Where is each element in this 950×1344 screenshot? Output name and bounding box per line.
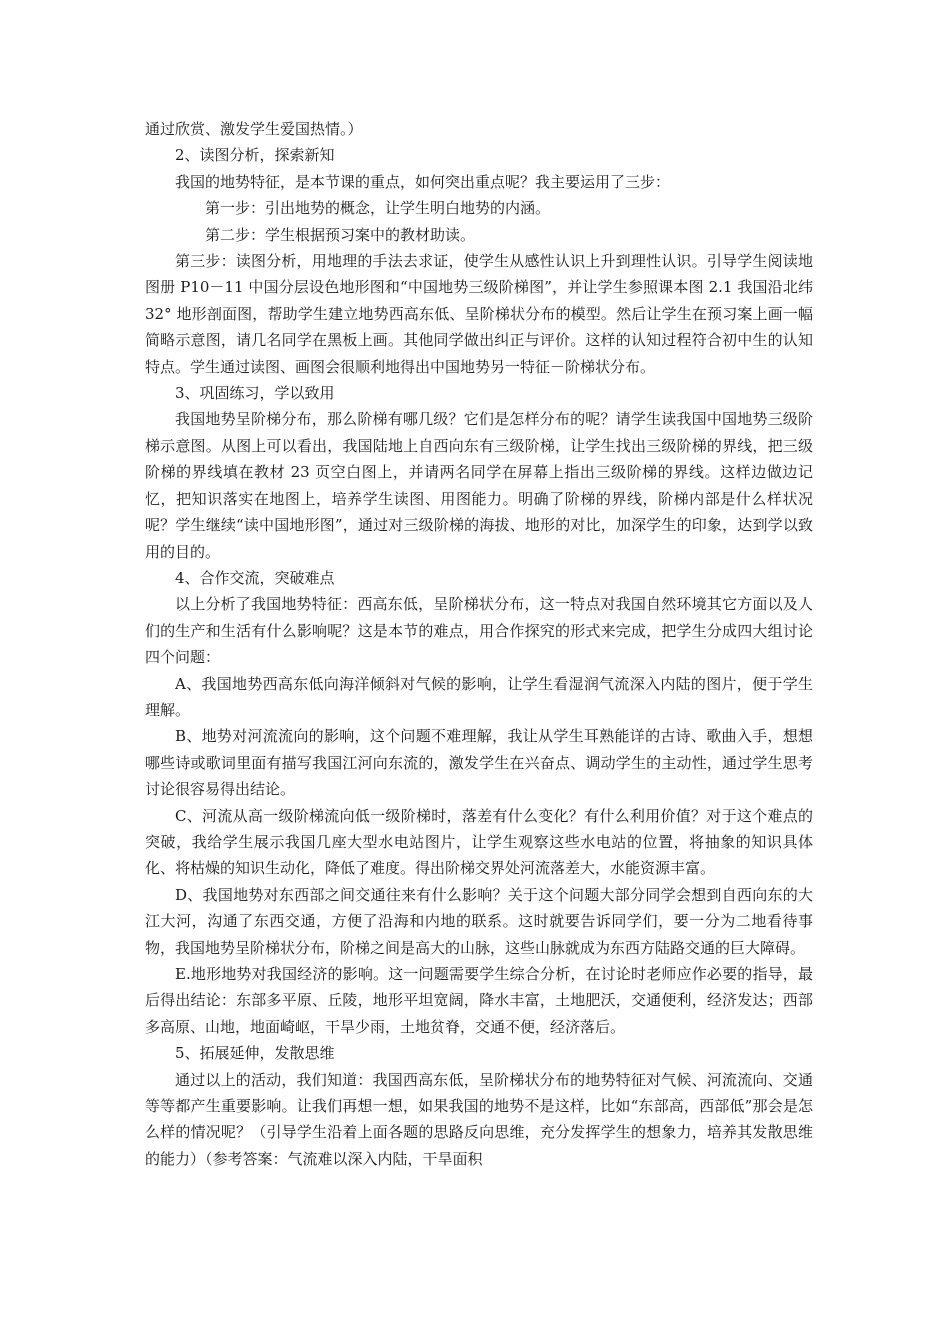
question-e: E.地形地势对我国经济的影响。这一问题需要学生综合分析，在讨论时老师应作必要的指导，最后得出结论：东部多平原、丘陵，地形平坦宽阔，降水丰富，土地肥沃，交通便利，经济发达；西部多高原、山地，地面崎岖，干旱少雨，土地贫脊，交通不便，经济落后。 (145, 965, 813, 1036)
paragraph: 通过以上的活动，我们知道：我国西高东低，呈阶梯状分布的地势特征对气候、河流流向、交通等等都产生重要影响。让我们再想一想，如果我国的地势不是这样，比如“东部高，西部低”那会是怎么样的情况呢？（引导学生沿着上面各题的思路反向思维，充分发挥学生的想象力，培养其发散思维的能力）（参考答案：气流难以深入内陆，干旱面积 (145, 1070, 813, 1168)
question-d: D、我国地势对东西部之间交通往来有什么影响？关于这个问题大部分同学会想到自西向东的大江大河，沟通了东西交通，方便了沿海和内地的联系。这时就要告诉同学们，要一分为二地看待事物，我国地势呈阶梯状分布，阶梯之间是高大的山脉，这些山脉就成为东西方陆路交通的巨大障碍。 (145, 885, 813, 957)
step-three-paragraph: 第三步：读图分析，用地理的手法去求证，使学生从感性认识上升到理性认识。引导学生阅读地图册 P10－11 中国分层设色地形图和“中国地势三级阶梯图”，并让学生参照课本图 2.1 我国沿北纬 32° 地形剖面图，帮助学生建立地势西高东低、呈阶梯状分布的模型。然后让学生在预习案上画一幅简略示意图，请几名同学在黑板上画。其他同学做出纠正与评价。这样的认知过程符合初中生的认知特点。学生通过读图、画图会很顺利地得出中国地势另一特征－阶梯状分布。 (145, 252, 813, 376)
section-heading-4: 4、合作交流，突破难点 (175, 568, 335, 587)
question-c: C、河流从高一级阶梯流向低一级阶梯时，落差有什么变化？有什么利用价值？对于这个难点的突破，我给学生展示我国几座大型水电站图片，让学生观察这些水电站的位置，将抽象的知识具体化、将枯燥的知识生动化，降低了难度。得出阶梯交界处河流落差大，水能资源丰富。 (145, 806, 813, 878)
step-one: 第一步：引出地势的概念，让学生明白地势的内涵。 (205, 199, 551, 218)
paragraph: 我国地势呈阶梯分布，那么阶梯有哪几级？它们是怎样分布的呢？请学生读我国中国地势三级阶梯示意图。从图上可以看出，我国陆地上自西向东有三级阶梯，让学生找出三级阶梯的界线，把三级阶梯的界线填在教材 23 页空白图上，并请两名同学在屏幕上指出三级阶梯的界线。这样边做边记忆，把知识落实在地图上，培养学生读图、用图能力。明确了阶梯的界线，阶梯内部是什么样状况呢？学生继续“读中国地形图”，通过对三级阶梯的海拔、地形的对比，加深学生的印象，达到学以致用的目的。 (145, 410, 813, 561)
paragraph: 我国的地势特征，是本节课的重点，如何突出重点呢？我主要运用了三步： (175, 172, 671, 191)
document-page (145, 116, 813, 1172)
paragraph-continuation: 通过欣赏、激发学生爱国热情。） (145, 120, 363, 138)
paragraph: 以上分析了我国地势特征：西高东低，呈阶梯状分布，这一特点对我国自然环境其它方面以及人们的生产和生活有什么影响呢？这是本节的难点，用合作探究的形式来完成，把学生分成四大组讨论四个问题： (145, 595, 813, 667)
question-a: A、我国地势西高东低向海洋倾斜对气候的影响，让学生看湿润气流深入内陆的图片，便于学生理解。 (145, 674, 813, 719)
step-two: 第二步：学生根据预习案中的教材助读。 (205, 225, 476, 244)
section-heading-3: 3、巩固练习，学以致用 (175, 384, 335, 403)
question-b: B、地势对河流流向的影响，这个问题不难理解，我让从学生耳熟能详的古诗、歌曲入手，想想哪些诗或歌词里面有描写我国江河向东流的，激发学生在兴奋点、调动学生的主动性，通过学生思考讨论很容易得出结论。 (145, 727, 813, 799)
section-heading-5: 5、拓展延伸，发散思维 (175, 1044, 335, 1063)
section-heading-2: 2、读图分析，探索新知 (175, 146, 335, 165)
